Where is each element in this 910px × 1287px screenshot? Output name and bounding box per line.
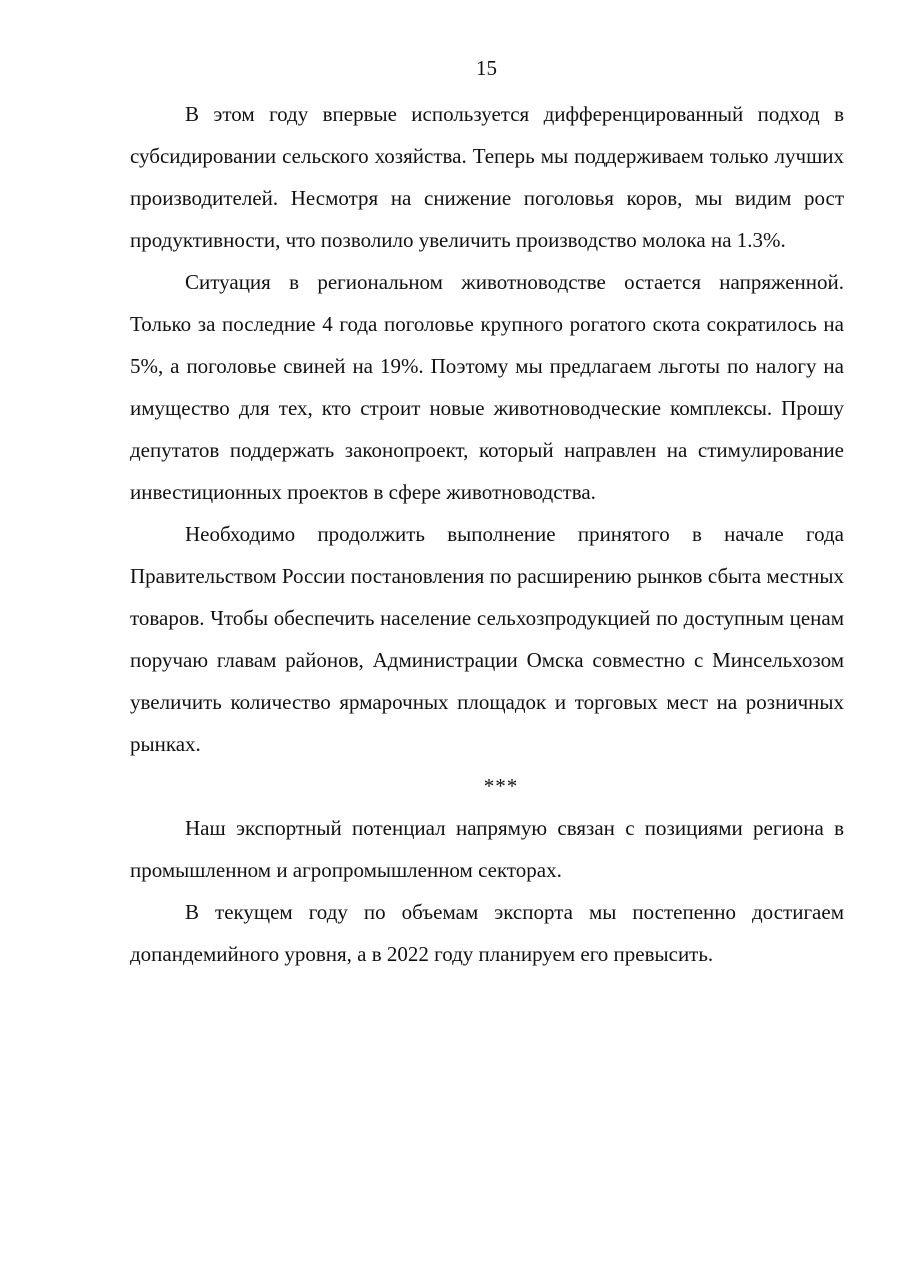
body-text <box>130 93 844 975</box>
paragraph-markets: Необходимо продолжить выполнение принятого в начале года Правительством России постановления по расширению рынков сбыта местных товаров. Чтобы обеспечить население сельхозпродукцией по доступным ценам поручаю главам районов, Администрации Омска совместно с Минсельхозом увеличить количество ярмарочных площадок и торговых мест на розничных рынках. <box>130 522 844 756</box>
page-number: 15 <box>476 56 497 80</box>
paragraph-export-volume: В текущем году по объемам экспорта мы постепенно достигаем допандемийного уровня, а в 2022 году планируем его превысить. <box>130 900 844 966</box>
paragraph-livestock: Ситуация в региональном животноводстве остается напряженной. Только за последние 4 года поголовье крупного рогатого скота сократилось на 5%, а поголовье свиней на 19%. Поэтому мы предлагаем льготы по налогу на имущество для тех, кто строит новые животноводческие комплексы. Прошу депутатов поддержать законопроект, который направлен на стимулирование инвестиционных проектов в сфере животноводства. <box>130 270 844 504</box>
paragraph-export-potential: Наш экспортный потенциал напрямую связан с позициями региона в промышленном и агропромышленном секторах. <box>130 816 844 882</box>
paragraph-subsidies: В этом году впервые используется дифференцированный подход в субсидировании сельского хозяйства. Теперь мы поддерживаем только лучших производителей. Несмотря на снижение поголовья коров, мы видим рост продуктивности, что позволило увеличить производство молока на 1.3%. <box>130 102 844 252</box>
section-separator: *** <box>483 774 519 798</box>
